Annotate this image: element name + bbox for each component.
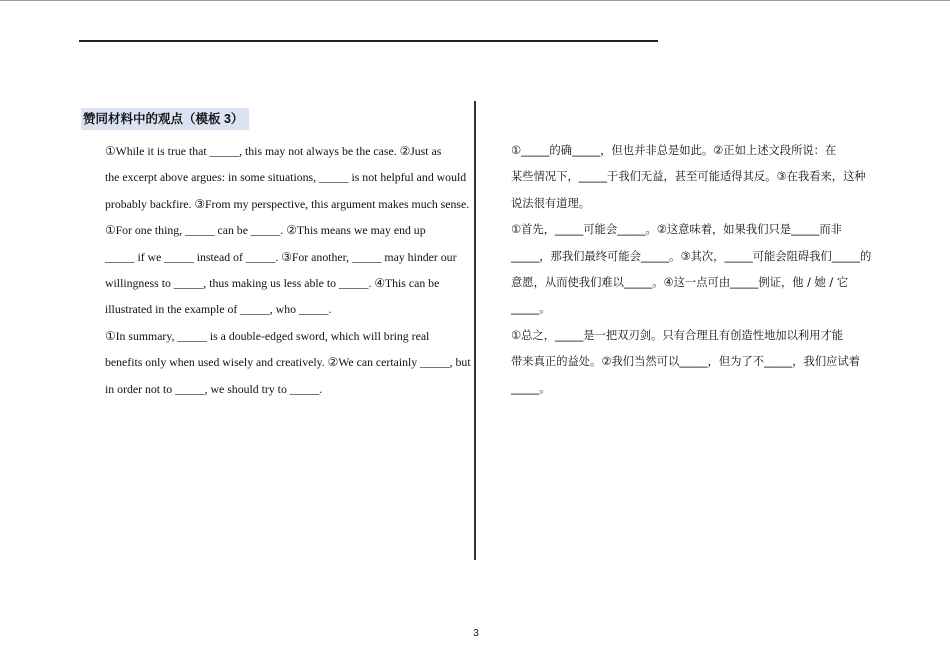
text-line: _____ if we _____ instead of _____. ③For another, _____ may hinder our: [105, 249, 457, 264]
chinese-paragraph-1: [487, 138, 872, 217]
text-line: ①首先，_____可能会_____。②这意味着，如果我们只是_____而非: [511, 223, 842, 237]
chinese-paragraph-3: [487, 323, 872, 402]
text-line: ①In summary, _____ is a double-edged sword, which will bring real: [105, 328, 430, 343]
text-line: ①For one thing, _____ can be _____. ②This means we may end up: [105, 223, 426, 238]
text-line: _____。: [511, 381, 551, 395]
english-paragraph-3: [81, 323, 471, 402]
text-line: in order not to _____, we should try to _____.: [105, 381, 323, 396]
text-line: 带来真正的益处。②我们当然可以_____，但为了不_____，我们应试着: [511, 355, 861, 369]
text-line: probably backfire. ③From my perspective, this argument makes much sense.: [105, 196, 470, 211]
english-paragraph-1: [81, 138, 470, 217]
text-line: illustrated in the example of _____, who _____.: [105, 302, 332, 317]
header-rule: [79, 40, 658, 42]
text-line: the excerpt above argues: in some situations, _____ is not helpful and would: [105, 170, 467, 185]
english-column: [81, 108, 471, 402]
text-line: 某些情况下，_____于我们无益，甚至可能适得其反。③在我看来，这种: [511, 170, 866, 184]
text-line: willingness to _____, thus making us less able to _____. ④This can be: [105, 276, 440, 291]
chinese-paragraph-2: [487, 217, 872, 323]
text-line: ①While it is true that _____, this may not always be the case. ②Just as: [105, 144, 442, 158]
column-divider: [474, 101, 476, 560]
text-line: ①总之，_____是一把双刃剑。只有合理且有创造性地加以利用才能: [511, 328, 844, 342]
text-line: 意愿，从而使我们难以_____。④这一点可由_____例证，他 / 她 / 它: [511, 276, 849, 290]
text-line: _____，那我们最终可能会_____。③其次，_____可能会阻碍我们_____的: [511, 249, 872, 263]
english-paragraph-2: [81, 217, 457, 323]
text-line: _____。: [511, 302, 551, 316]
chinese-column: [487, 138, 872, 402]
page-top-border: [0, 0, 950, 1]
text-line: benefits only when used wisely and creatively. ②We can certainly _____, but: [105, 355, 471, 370]
text-line: ①_____的确_____，但也并非总是如此。②正如上述文段所说：在: [511, 144, 837, 157]
page-number: 3: [473, 628, 479, 639]
text-line: 说法很有道理。: [511, 196, 591, 210]
section-heading: 赞同材料中的观点（模板 3）: [81, 108, 249, 130]
